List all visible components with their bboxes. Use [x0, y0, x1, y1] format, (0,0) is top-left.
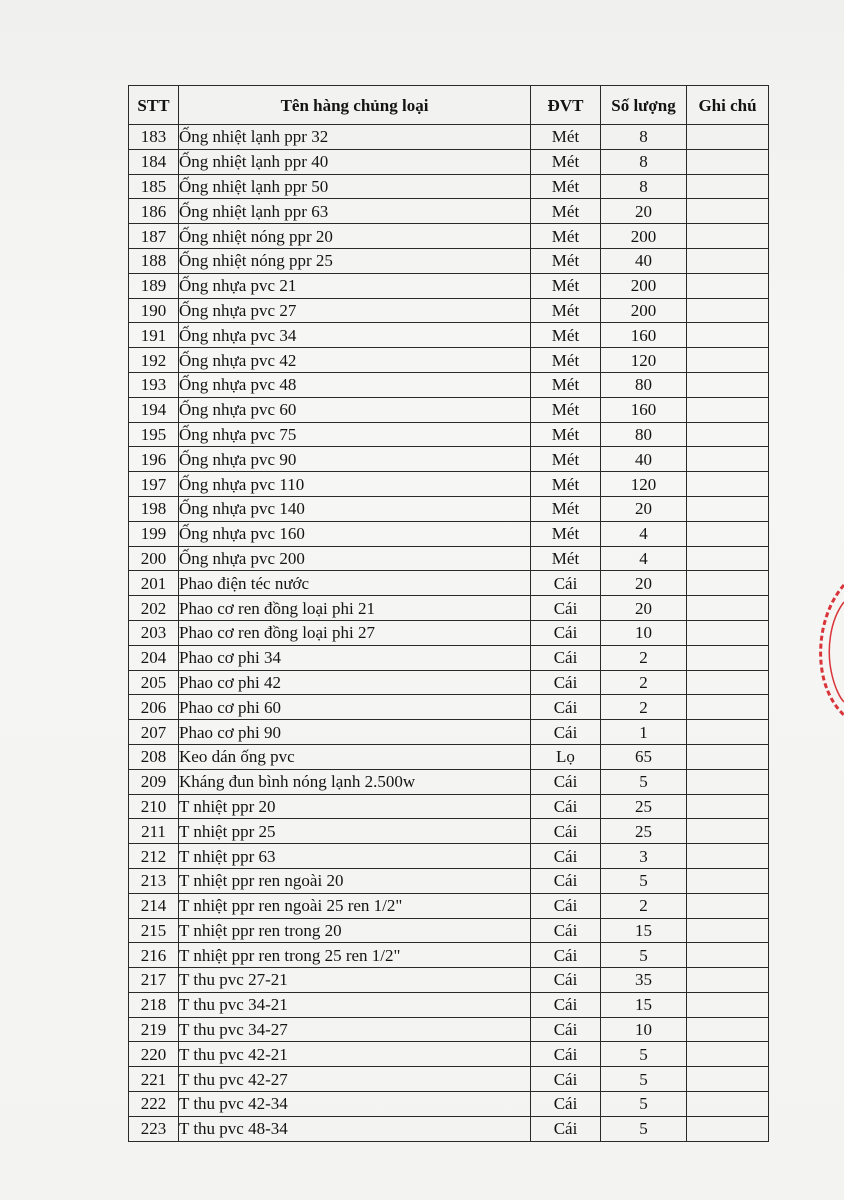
row-name: T thu pvc 48-34 [179, 1116, 531, 1141]
table-row [129, 943, 769, 968]
row-quantity: 5 [601, 943, 687, 968]
row-note [687, 472, 769, 497]
row-stt: 197 [129, 472, 179, 497]
row-name: Ống nhiệt lạnh ppr 50 [179, 174, 531, 199]
row-note [687, 620, 769, 645]
row-name: Ống nhựa pvc 90 [179, 447, 531, 472]
row-stt: 219 [129, 1017, 179, 1042]
row-unit: Mét [531, 149, 601, 174]
row-name: T thu pvc 42-21 [179, 1042, 531, 1067]
row-quantity: 25 [601, 819, 687, 844]
row-stt: 213 [129, 868, 179, 893]
row-stt: 185 [129, 174, 179, 199]
row-name: T nhiệt ppr 25 [179, 819, 531, 844]
table-row [129, 372, 769, 397]
row-name: T nhiệt ppr ren trong 25 ren 1/2" [179, 943, 531, 968]
row-stt: 190 [129, 298, 179, 323]
row-note [687, 397, 769, 422]
row-stt: 220 [129, 1042, 179, 1067]
row-stt: 206 [129, 695, 179, 720]
row-quantity: 20 [601, 496, 687, 521]
row-note [687, 695, 769, 720]
row-quantity: 5 [601, 1116, 687, 1141]
row-name: T thu pvc 42-27 [179, 1067, 531, 1092]
row-note [687, 992, 769, 1017]
row-name: Phao điện téc nước [179, 571, 531, 596]
row-quantity: 15 [601, 918, 687, 943]
row-quantity: 5 [601, 1067, 687, 1092]
row-stt: 202 [129, 596, 179, 621]
row-unit: Mét [531, 298, 601, 323]
row-quantity: 65 [601, 744, 687, 769]
row-quantity: 200 [601, 298, 687, 323]
row-name: Ống nhựa pvc 34 [179, 323, 531, 348]
row-stt: 210 [129, 794, 179, 819]
table-row [129, 521, 769, 546]
row-note [687, 819, 769, 844]
table-row [129, 794, 769, 819]
row-name: Phao cơ phi 42 [179, 670, 531, 695]
row-unit: Cái [531, 819, 601, 844]
row-stt: 205 [129, 670, 179, 695]
row-quantity: 2 [601, 695, 687, 720]
row-name: Ống nhiệt lạnh ppr 63 [179, 199, 531, 224]
table-row [129, 149, 769, 174]
row-name: Ống nhựa pvc 48 [179, 372, 531, 397]
row-note [687, 422, 769, 447]
row-unit: Cái [531, 918, 601, 943]
row-note [687, 273, 769, 298]
row-note [687, 645, 769, 670]
row-stt: 184 [129, 149, 179, 174]
row-stt: 191 [129, 323, 179, 348]
row-note [687, 224, 769, 249]
row-stt: 204 [129, 645, 179, 670]
table-row [129, 397, 769, 422]
row-quantity: 10 [601, 620, 687, 645]
row-name: Phao cơ phi 34 [179, 645, 531, 670]
table-row [129, 298, 769, 323]
row-note [687, 149, 769, 174]
row-unit: Cái [531, 645, 601, 670]
row-note [687, 744, 769, 769]
row-stt: 199 [129, 521, 179, 546]
items-table [128, 85, 769, 1142]
row-stt: 209 [129, 769, 179, 794]
row-name: Ống nhựa pvc 110 [179, 472, 531, 497]
row-unit: Cái [531, 1067, 601, 1092]
row-quantity: 20 [601, 571, 687, 596]
row-unit: Mét [531, 273, 601, 298]
row-unit: Cái [531, 1092, 601, 1117]
table-row [129, 248, 769, 273]
row-note [687, 918, 769, 943]
row-name: Ống nhiệt nóng ppr 25 [179, 248, 531, 273]
row-note [687, 199, 769, 224]
table-row [129, 819, 769, 844]
row-quantity: 10 [601, 1017, 687, 1042]
row-unit: Cái [531, 720, 601, 745]
row-stt: 208 [129, 744, 179, 769]
row-stt: 194 [129, 397, 179, 422]
row-stt: 188 [129, 248, 179, 273]
row-unit: Mét [531, 521, 601, 546]
row-unit: Cái [531, 1116, 601, 1141]
row-stt: 196 [129, 447, 179, 472]
row-note [687, 571, 769, 596]
table-row [129, 472, 769, 497]
row-note [687, 769, 769, 794]
table-row [129, 546, 769, 571]
row-name: T nhiệt ppr ren ngoài 20 [179, 868, 531, 893]
row-unit: Lọ [531, 744, 601, 769]
row-unit: Mét [531, 372, 601, 397]
row-name: Ống nhựa pvc 200 [179, 546, 531, 571]
row-note [687, 1017, 769, 1042]
row-unit: Cái [531, 670, 601, 695]
row-unit: Cái [531, 794, 601, 819]
row-quantity: 5 [601, 769, 687, 794]
table-row [129, 918, 769, 943]
row-quantity: 3 [601, 844, 687, 869]
row-name: T thu pvc 42-34 [179, 1092, 531, 1117]
row-name: Ống nhiệt lạnh ppr 40 [179, 149, 531, 174]
row-name: T nhiệt ppr 63 [179, 844, 531, 869]
row-note [687, 1092, 769, 1117]
row-unit: Mét [531, 496, 601, 521]
row-quantity: 20 [601, 199, 687, 224]
row-quantity: 200 [601, 224, 687, 249]
row-stt: 192 [129, 348, 179, 373]
row-note [687, 596, 769, 621]
table-row [129, 695, 769, 720]
row-quantity: 4 [601, 521, 687, 546]
row-unit: Mét [531, 348, 601, 373]
table-row [129, 596, 769, 621]
row-quantity: 120 [601, 348, 687, 373]
row-name: Ống nhựa pvc 42 [179, 348, 531, 373]
table-row [129, 744, 769, 769]
row-name: Ống nhiệt nóng ppr 20 [179, 224, 531, 249]
row-stt: 214 [129, 893, 179, 918]
row-quantity: 5 [601, 1042, 687, 1067]
row-stt: 203 [129, 620, 179, 645]
row-unit: Cái [531, 1042, 601, 1067]
row-note [687, 670, 769, 695]
row-unit: Cái [531, 968, 601, 993]
row-unit: Mét [531, 323, 601, 348]
row-unit: Mét [531, 248, 601, 273]
row-stt: 216 [129, 943, 179, 968]
row-name: Ống nhiệt lạnh ppr 32 [179, 125, 531, 150]
row-stt: 200 [129, 546, 179, 571]
row-stt: 212 [129, 844, 179, 869]
row-quantity: 2 [601, 645, 687, 670]
row-unit: Mét [531, 174, 601, 199]
row-unit: Cái [531, 893, 601, 918]
row-note [687, 720, 769, 745]
row-quantity: 200 [601, 273, 687, 298]
row-note [687, 372, 769, 397]
row-stt: 222 [129, 1092, 179, 1117]
row-quantity: 2 [601, 670, 687, 695]
row-quantity: 35 [601, 968, 687, 993]
row-quantity: 25 [601, 794, 687, 819]
row-unit: Cái [531, 992, 601, 1017]
row-unit: Mét [531, 472, 601, 497]
header-note: Ghi chú [687, 86, 769, 125]
row-stt: 211 [129, 819, 179, 844]
row-quantity: 160 [601, 323, 687, 348]
row-name: T nhiệt ppr ren ngoài 25 ren 1/2" [179, 893, 531, 918]
row-name: Phao cơ phi 60 [179, 695, 531, 720]
row-note [687, 521, 769, 546]
row-stt: 218 [129, 992, 179, 1017]
table-row [129, 893, 769, 918]
table-row [129, 323, 769, 348]
row-unit: Cái [531, 620, 601, 645]
row-name: T nhiệt ppr ren trong 20 [179, 918, 531, 943]
row-note [687, 348, 769, 373]
row-stt: 207 [129, 720, 179, 745]
row-note [687, 1116, 769, 1141]
table-row [129, 645, 769, 670]
header-unit: ĐVT [531, 86, 601, 125]
table-row [129, 720, 769, 745]
table-row [129, 422, 769, 447]
table-row [129, 348, 769, 373]
row-name: Keo dán ống pvc [179, 744, 531, 769]
row-stt: 217 [129, 968, 179, 993]
table-row [129, 1092, 769, 1117]
row-quantity: 1 [601, 720, 687, 745]
row-name: Ống nhựa pvc 75 [179, 422, 531, 447]
row-name: Ống nhựa pvc 60 [179, 397, 531, 422]
row-quantity: 2 [601, 893, 687, 918]
red-stamp-fragment [814, 580, 844, 720]
row-note [687, 868, 769, 893]
row-name: T nhiệt ppr 20 [179, 794, 531, 819]
row-quantity: 40 [601, 248, 687, 273]
row-stt: 187 [129, 224, 179, 249]
row-stt: 193 [129, 372, 179, 397]
table-row [129, 224, 769, 249]
row-unit: Mét [531, 546, 601, 571]
header-stt: STT [129, 86, 179, 125]
row-quantity: 5 [601, 868, 687, 893]
header-name: Tên hàng chủng loại [179, 86, 531, 125]
row-name: Phao cơ ren đồng loại phi 27 [179, 620, 531, 645]
row-unit: Mét [531, 199, 601, 224]
row-quantity: 120 [601, 472, 687, 497]
row-quantity: 20 [601, 596, 687, 621]
table-row [129, 992, 769, 1017]
row-unit: Cái [531, 943, 601, 968]
row-unit: Cái [531, 695, 601, 720]
row-quantity: 15 [601, 992, 687, 1017]
row-note [687, 546, 769, 571]
row-note [687, 943, 769, 968]
row-stt: 195 [129, 422, 179, 447]
row-name: Ống nhựa pvc 27 [179, 298, 531, 323]
table-row [129, 1067, 769, 1092]
row-note [687, 893, 769, 918]
row-stt: 223 [129, 1116, 179, 1141]
row-unit: Cái [531, 769, 601, 794]
table-row [129, 199, 769, 224]
table-row [129, 968, 769, 993]
row-name: Kháng đun bình nóng lạnh 2.500w [179, 769, 531, 794]
row-quantity: 8 [601, 149, 687, 174]
row-unit: Cái [531, 844, 601, 869]
row-name: Phao cơ phi 90 [179, 720, 531, 745]
row-note [687, 447, 769, 472]
table-row [129, 1042, 769, 1067]
row-quantity: 160 [601, 397, 687, 422]
row-note [687, 298, 769, 323]
row-quantity: 80 [601, 372, 687, 397]
row-note [687, 968, 769, 993]
row-stt: 201 [129, 571, 179, 596]
row-unit: Mét [531, 125, 601, 150]
table-row [129, 1116, 769, 1141]
row-unit: Mét [531, 224, 601, 249]
row-unit: Cái [531, 571, 601, 596]
row-stt: 186 [129, 199, 179, 224]
table-row [129, 174, 769, 199]
row-unit: Mét [531, 422, 601, 447]
row-name: Ống nhựa pvc 140 [179, 496, 531, 521]
row-name: Phao cơ ren đồng loại phi 21 [179, 596, 531, 621]
table-row [129, 125, 769, 150]
row-name: Ống nhựa pvc 21 [179, 273, 531, 298]
row-name: T thu pvc 34-21 [179, 992, 531, 1017]
table-row [129, 1017, 769, 1042]
table-row [129, 620, 769, 645]
table-body [129, 125, 769, 1142]
row-unit: Cái [531, 596, 601, 621]
row-stt: 221 [129, 1067, 179, 1092]
table-row [129, 571, 769, 596]
row-note [687, 844, 769, 869]
row-stt: 198 [129, 496, 179, 521]
row-note [687, 248, 769, 273]
row-quantity: 5 [601, 1092, 687, 1117]
table-row [129, 670, 769, 695]
row-stt: 215 [129, 918, 179, 943]
row-unit: Mét [531, 447, 601, 472]
row-note [687, 125, 769, 150]
table-row [129, 844, 769, 869]
table-row [129, 273, 769, 298]
row-unit: Cái [531, 868, 601, 893]
row-name: T thu pvc 34-27 [179, 1017, 531, 1042]
table-row [129, 868, 769, 893]
table-header-row [129, 86, 769, 125]
row-note [687, 1067, 769, 1092]
header-quantity: Số lượng [601, 86, 687, 125]
row-quantity: 4 [601, 546, 687, 571]
row-name: T thu pvc 27-21 [179, 968, 531, 993]
row-note [687, 496, 769, 521]
table-row [129, 769, 769, 794]
table-row [129, 447, 769, 472]
row-stt: 189 [129, 273, 179, 298]
row-note [687, 1042, 769, 1067]
row-name: Ống nhựa pvc 160 [179, 521, 531, 546]
row-quantity: 8 [601, 125, 687, 150]
row-quantity: 80 [601, 422, 687, 447]
row-unit: Cái [531, 1017, 601, 1042]
row-quantity: 8 [601, 174, 687, 199]
row-stt: 183 [129, 125, 179, 150]
row-note [687, 174, 769, 199]
row-note [687, 323, 769, 348]
row-note [687, 794, 769, 819]
row-quantity: 40 [601, 447, 687, 472]
row-unit: Mét [531, 397, 601, 422]
table-row [129, 496, 769, 521]
